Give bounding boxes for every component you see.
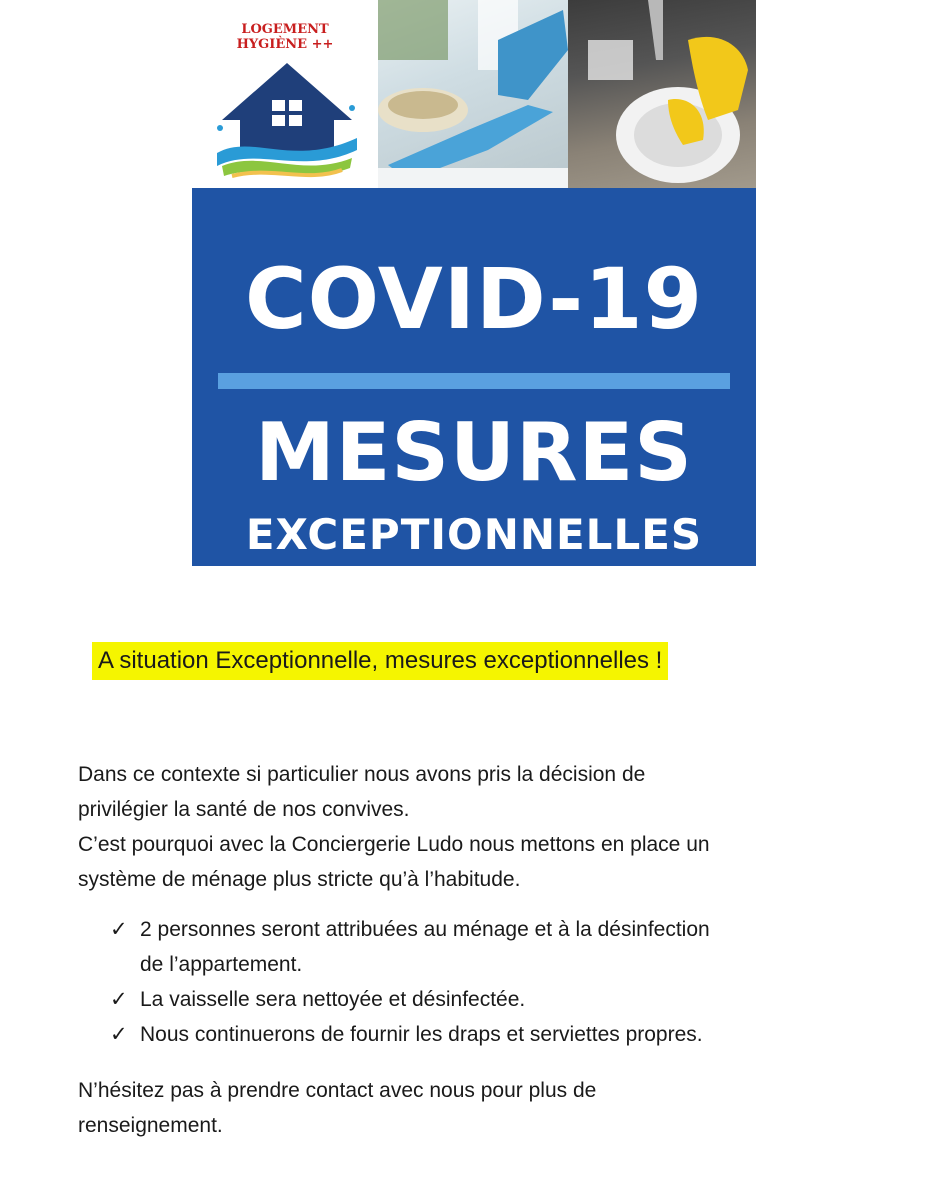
poster-photo-strip xyxy=(192,0,756,188)
list-item xyxy=(110,982,710,1017)
closing-paragraph xyxy=(78,1073,596,1143)
washing-dishes-photo xyxy=(568,0,756,188)
list-item xyxy=(110,1017,710,1052)
house-wave-logo-icon xyxy=(212,58,362,183)
intro-line: privilégier la santé de nos convives. xyxy=(78,798,410,821)
list-item-text: La vaisselle sera nettoyée et désinfectée. xyxy=(140,988,526,1011)
intro-line: Dans ce contexte si particulier nous avons pris la décision de xyxy=(78,763,646,786)
closing-line: N’hésitez pas à prendre contact avec nous pour plus de xyxy=(78,1079,597,1102)
subheadline: MESURES xyxy=(255,406,693,499)
intro-paragraph xyxy=(78,757,710,897)
list-item-text: de l’appartement. xyxy=(140,953,303,976)
covid-banner xyxy=(192,188,756,566)
covid-poster xyxy=(192,0,756,566)
logo-panel xyxy=(192,0,378,188)
banner-divider xyxy=(218,373,730,389)
closing-line: renseignement. xyxy=(78,1114,223,1137)
measures-list xyxy=(110,912,710,1052)
logo-text xyxy=(192,22,378,52)
checkmark-icon: ✓ xyxy=(110,988,128,1011)
list-item-text: 2 personnes seront attribuées au ménage et à la désinfection xyxy=(140,918,710,941)
logo-line-1: LOGEMENT xyxy=(241,22,329,37)
list-item-text: Nous continuerons de fournir les draps et serviettes propres. xyxy=(140,1023,703,1046)
list-item xyxy=(110,912,710,982)
intro-line: C’est pourquoi avec la Conciergerie Ludo nous mettons en place un xyxy=(78,833,710,856)
checkmark-icon: ✓ xyxy=(110,918,128,941)
logo-line-2: HYGIÈNE ++ xyxy=(236,37,334,52)
headline: COVID-19 xyxy=(244,250,704,348)
intro-line: système de ménage plus stricte qu’à l’habitude. xyxy=(78,868,521,891)
subheadline-secondary: EXCEPTIONNELLES xyxy=(245,510,703,559)
highlighted-slogan: A situation Exceptionnelle, mesures exceptionnelles ! xyxy=(92,642,668,680)
gloved-hand-wiping-counter-photo xyxy=(378,0,568,188)
checkmark-icon: ✓ xyxy=(110,1023,128,1046)
